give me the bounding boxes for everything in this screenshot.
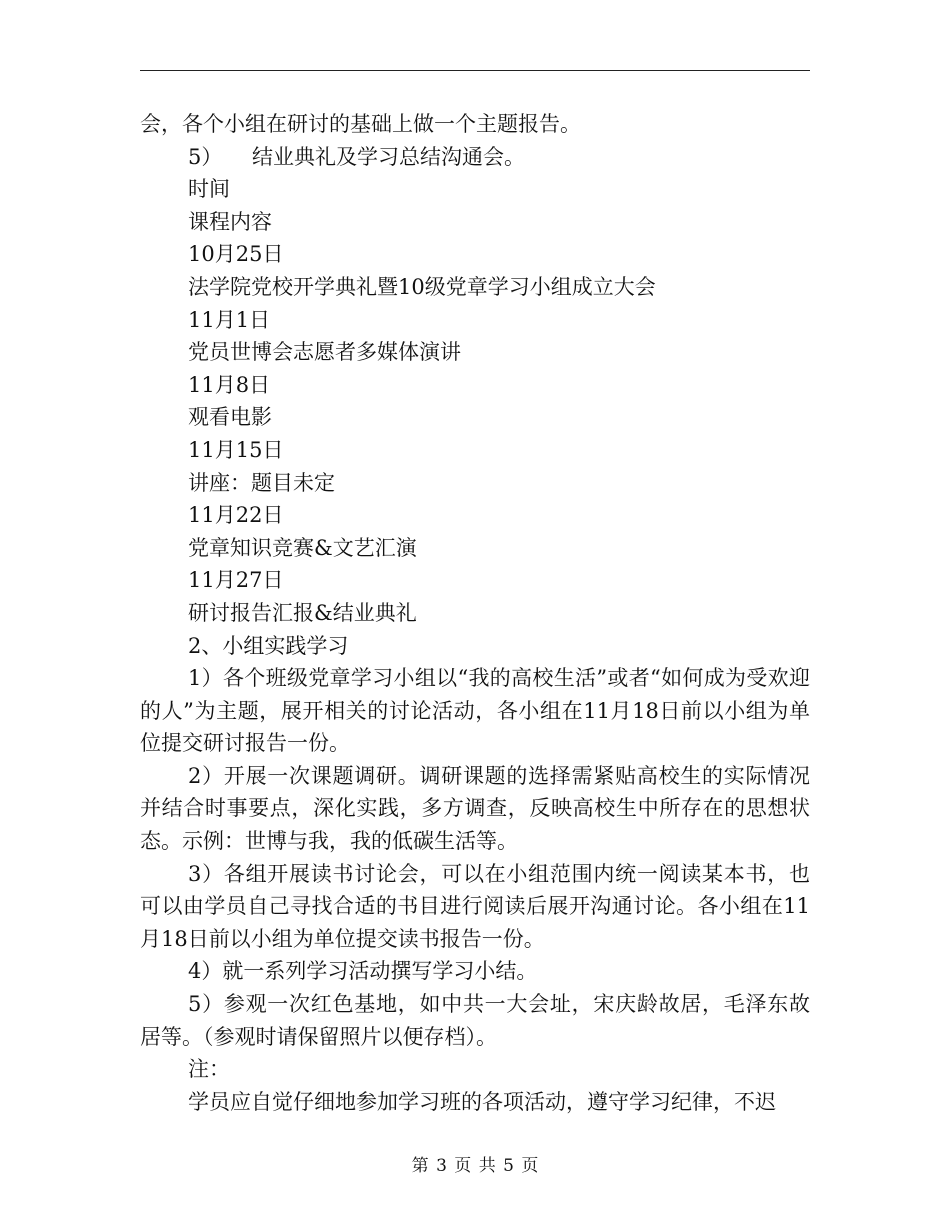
schedule-date: 11月8日 xyxy=(188,372,271,397)
schedule-content: 研讨报告汇报&结业典礼 xyxy=(188,600,417,625)
table-header-time: 时间 xyxy=(188,177,230,202)
list-item-text: 结业典礼及学习总结沟通会。 xyxy=(252,144,525,169)
page-footer: 第 3 页 共 5 页 xyxy=(411,1156,539,1176)
text-line: 会，各个小组在研讨的基础上做一个主题报告。 xyxy=(140,112,581,136)
schedule-date: 10月25日 xyxy=(188,242,284,267)
schedule-content: 党员世博会志愿者多媒体演讲 xyxy=(188,340,461,365)
note-label: 注： xyxy=(188,1057,230,1082)
paragraph-5: 5）参观一次红色基地，如中共一大会址，宋庆龄故居，毛泽东故居等。（参观时请保留照片以便存档）。 xyxy=(140,992,810,1049)
schedule-content: 党章知识竞赛&文艺汇演 xyxy=(188,535,417,560)
schedule-date: 11月27日 xyxy=(188,568,284,593)
section-heading: 2、小组实践学习 xyxy=(188,633,349,658)
paragraph-4: 4）就一系列学习活动撰写学习小结。 xyxy=(188,959,538,984)
document-body xyxy=(140,108,810,1118)
schedule-date: 11月22日 xyxy=(188,503,284,528)
schedule-date: 11月15日 xyxy=(188,437,284,462)
list-item-5 xyxy=(140,141,810,174)
schedule-date: 11月1日 xyxy=(188,307,271,332)
schedule-content: 法学院党校开学典礼暨10级党章学习小组成立大会 xyxy=(188,274,656,299)
schedule-content: 讲座：题目未定 xyxy=(188,470,335,495)
header-rule xyxy=(140,70,810,71)
paragraph-2: 2）开展一次课题调研。调研课题的选择需紧贴高校生的实际情况并结合时事要点，深化实践，多方调查，反映高校生中所存在的思想状态。示例：世博与我，我的低碳生活等。 xyxy=(140,763,810,854)
note-paragraph: 学员应自觉仔细地参加学习班的各项活动，遵守学习纪律，不迟 xyxy=(188,1089,776,1114)
schedule-content: 观看电影 xyxy=(188,405,272,430)
list-number: 5） xyxy=(188,144,223,169)
paragraph-3: 3）各组开展读书讨论会，可以在小组范围内统一阅读某本书，也可以由学员自己寻找合适的书目进行阅读后展开沟通讨论。各小组在11月18日前以小组为单位提交读书报告一份。 xyxy=(140,861,810,951)
table-header-content: 课程内容 xyxy=(188,209,272,234)
paragraph-1: 1）各个班级党章学习小组以“我的高校生活”或者“如何成为受欢迎的人”为主题，展开相关的讨论活动，各小组在11月18日前以小组为单位提交研讨报告一份。 xyxy=(140,666,810,756)
